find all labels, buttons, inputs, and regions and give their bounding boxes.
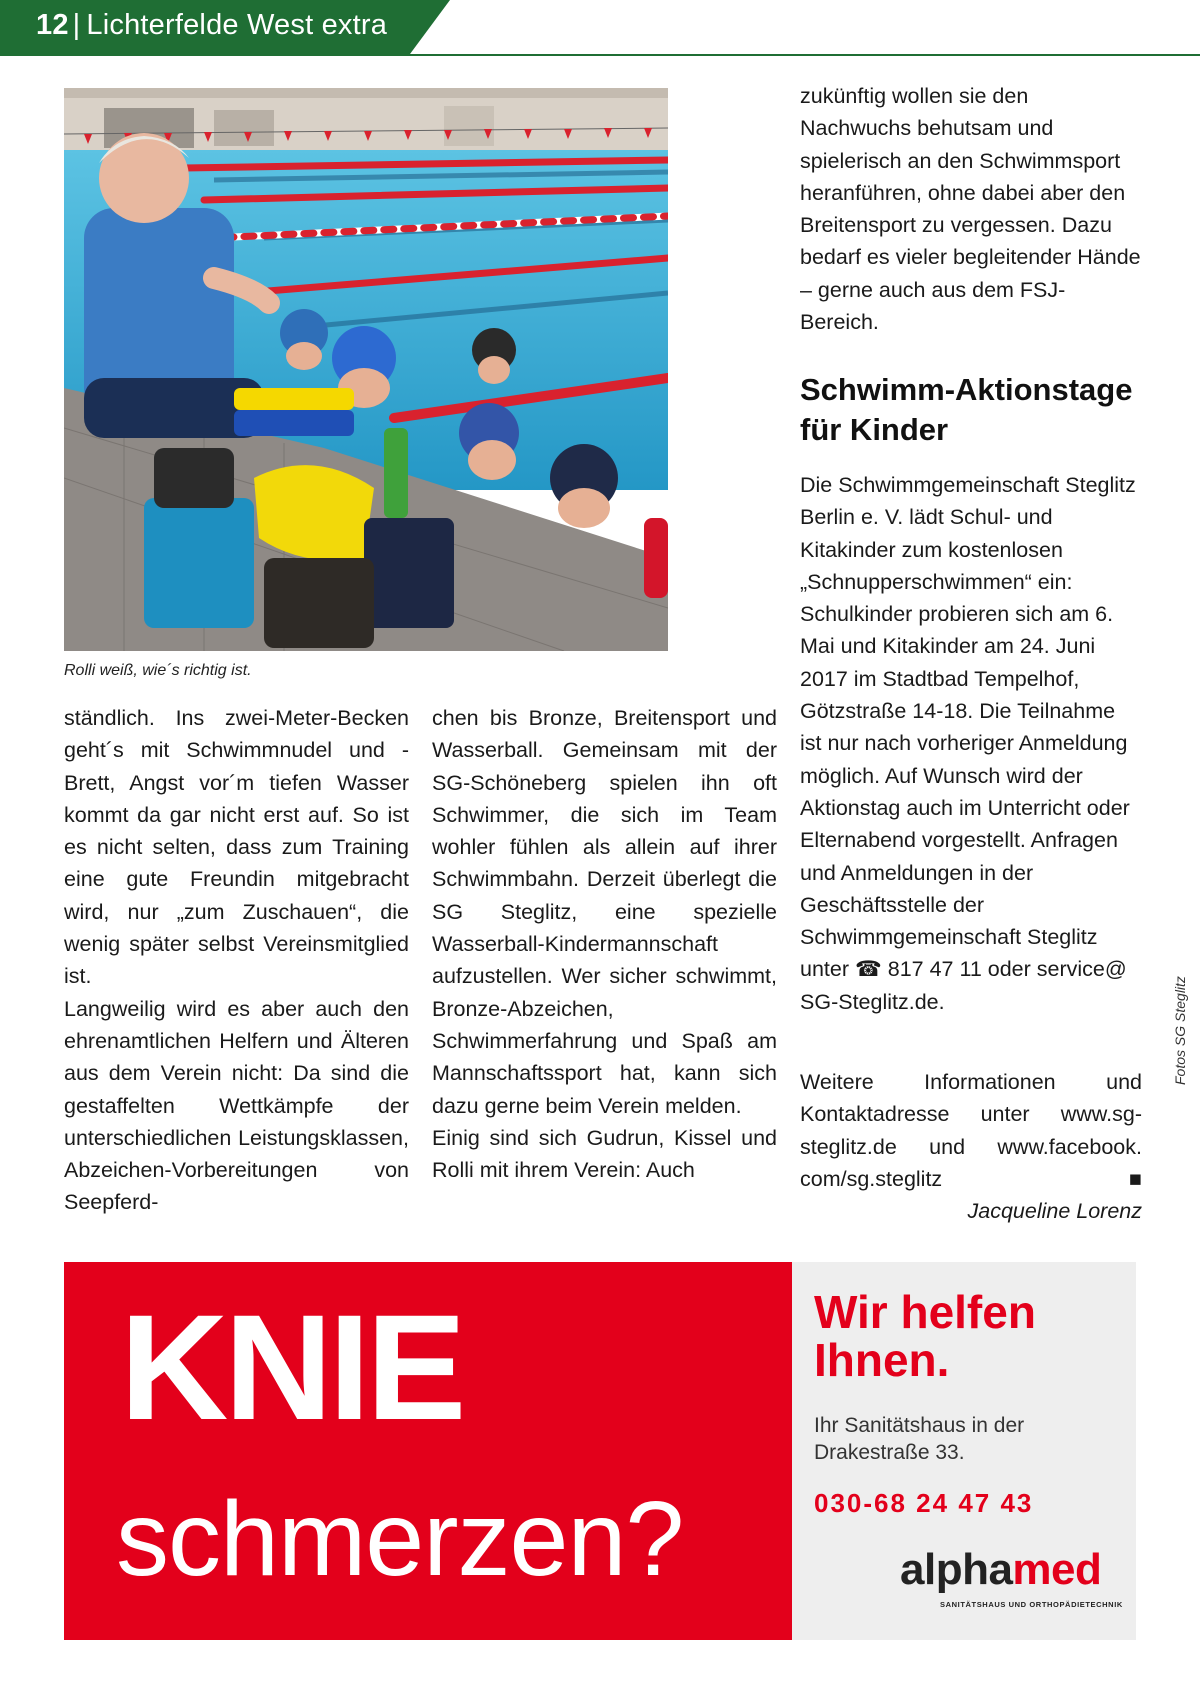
ad-phone[interactable]: 030-68 24 47 43 [814, 1488, 1034, 1518]
article-column-3-bottom [800, 1066, 1142, 1227]
header-separator: | [72, 9, 81, 41]
article-author: Jacqueline Lorenz [967, 1199, 1142, 1224]
article-photo [64, 88, 668, 651]
ad-headline-2: schmerzen? [116, 1480, 684, 1598]
article-subheading: Schwimm-Aktionstage für Kinder [800, 372, 1133, 447]
more-info-text: Weitere Informationen und Kontaktadresse unter www.sg-steglitz.de und www.facebook. com/sg.steglitz [800, 1070, 1142, 1191]
logo-tagline: SANITÄTSHAUS UND ORTHOPÄDIETECHNIK [940, 1600, 1123, 1609]
header-rule [0, 54, 1200, 56]
ad-address: Ihr Sanitätshaus in der Drakestraße 33. [814, 1414, 1025, 1464]
article-paragraph [800, 1066, 1142, 1195]
article-paragraph: zukünftig wollen sie den Nachwuchs behutsam und spielerisch an den Schwimmsport heranführen, ohne dabei aber den Breitensport zu vergessen. Dazu bedarf es vieler begleitender Hände – gerne auch aus dem FSJ-Bereich. [800, 84, 1141, 335]
photo-caption: Rolli weiß, wie´s richtig ist. [64, 662, 252, 679]
logo-part-med: med [1012, 1545, 1102, 1594]
article-paragraph: Einig sind sich Gudrun, Kissel und Rolli mit ihrem Verein: Auch [432, 1125, 777, 1183]
article-paragraph: Langweilig wird es aber auch den ehrenamtlichen Helfern und Älteren aus dem Verein nicht: Da sind die gestaffelten Wettkämpfe der unterschiedlichen Leistungsklassen, Abzeichen-Vorbereitungen von Seepferd- [64, 996, 409, 1215]
article-paragraph: chen bis Bronze, Breitensport und Wasserball. Gemeinsam mit der SG-Schöneberg spielen ihn oft Schwimmer, die sich im Team wohler fühlen als allein auf ihrer Schwimmbahn. Derzeit überlegt die SG Steglitz, eine spezielle Wasserball-Kindermannschaft aufzustellen. Wer sicher schwimmt, Bronze-Abzeichen, Schwimmerfahrung und Spaß am Mannschaftssport hat, kann sich dazu gerne beim Verein melden. [432, 706, 777, 1118]
page-number: 12 [36, 9, 69, 41]
article-paragraph: Die Schwimmgemeinschaft Steglitz Berlin e. V. lädt Schul- und Kitakinder zum kostenlosen „Schnupperschwimmen“ ein: Schulkinder probieren sich am 6. Mai und Kitakinder am 24. Juni 2017 im Stadtbad Tempelhof, Götzstraße 14-18. Die Teilnahme ist nur nach vorheriger Anmeldung möglich. Auf Wunsch wird der Aktionstag auch im Unterricht oder Elternabend vorgestellt. Anfragen und Anmeldungen in der Geschäftsstelle der Schwimmgemeinschaft Steglitz unter ☎ 817 47 11 oder service@ SG-Steglitz.de. [800, 473, 1136, 1014]
ad-info-panel [792, 1262, 1136, 1640]
ad-red-panel [64, 1262, 792, 1640]
article-column-3-top [800, 80, 1142, 338]
end-mark: ■ [1129, 1166, 1142, 1191]
section-header [36, 9, 387, 42]
photo-credit: Fotos SG Steglitz [1172, 976, 1188, 1085]
ad-headline: KNIE [120, 1283, 463, 1451]
article-column-1 [64, 702, 409, 1219]
section-title: Lichterfelde West extra [86, 9, 388, 41]
alphamed-logo [900, 1545, 1102, 1594]
logo-part-alpha: alpha [900, 1545, 1013, 1594]
advertisement[interactable] [64, 1262, 1136, 1640]
article-column-3-main [800, 469, 1142, 1018]
ad-slogan: Wir helfen Ihnen. [814, 1286, 1036, 1386]
article-paragraph: ständlich. Ins zwei-Meter-Becken geht´s mit Schwimmnudel und -Brett, Angst vor´m tiefen Wasser kommt da gar nicht erst auf. So ist es nicht selten, dass zum Training eine gute Freundin mitgebracht wird, nur „zum Zuschauen“, die wenig später selbst Vereinsmitglied ist. [64, 706, 409, 989]
article-column-2 [432, 702, 777, 1186]
